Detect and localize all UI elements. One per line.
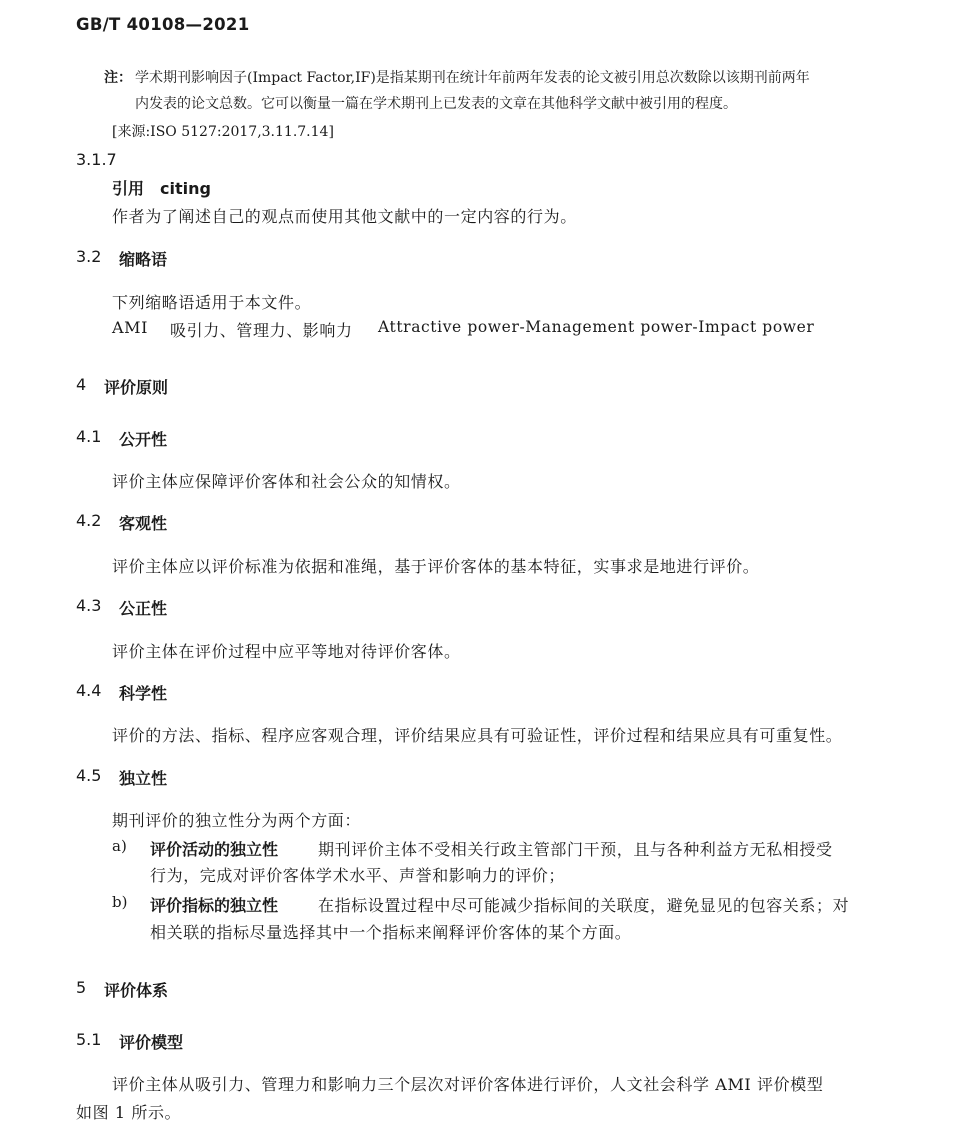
abbr-code: AMI [112, 318, 149, 337]
abbr-english: Attractive power-Management power-Impact power [378, 318, 815, 336]
clause-title-4-4: 科学性 [119, 684, 168, 703]
clause-text-4-4: 评价的方法、指标、程序应客观合理，评价结果应具有可验证性，评价过程和结果应具有可重复性。 [112, 726, 843, 745]
note-label: 注： [104, 70, 132, 86]
chapter-title-5: 评价体系 [104, 981, 169, 1000]
list-item-marker: b) [112, 893, 128, 911]
standard-code: GB/T 40108—2021 [76, 15, 250, 34]
list-item-text-cont: 行为，完成对评价客体学术水平、声誉和影响力的评价； [150, 866, 566, 885]
clause-text-4-2: 评价主体应以评价标准为依据和准绳，基于评价客体的基本特征，实事求是地进行评价。 [112, 557, 760, 576]
abbr-chinese: 吸引力、管理力、影响力 [170, 321, 353, 340]
clause-text-5-1-cont: 如图 1 所示。 [76, 1103, 182, 1122]
clause-number-5-1: 5.1 [76, 1030, 102, 1049]
chapter-title-4: 评价原则 [104, 378, 169, 397]
clause-number-4-4: 4.4 [76, 681, 102, 700]
list-item-marker: a) [112, 837, 127, 855]
clause-text-5-1: 评价主体从吸引力、管理力和影响力三个层次对评价客体进行评价，人文社会科学 AMI 评价模型 [112, 1075, 824, 1094]
note-source: [来源:ISO 5127:2017,3.11.7.14] [112, 124, 334, 140]
note-line-1: 学术期刊影响因子(Impact Factor,IF)是指某期刊在统计年前两年发表的论文被引用总次数除以该期刊前两年 [135, 70, 810, 86]
term-definition: 作者为了阐述自己的观点而使用其他文献中的一定内容的行为。 [112, 207, 577, 226]
clause-number-4-1: 4.1 [76, 427, 102, 446]
clause-number-4-3: 4.3 [76, 596, 102, 615]
clause-number-4-2: 4.2 [76, 511, 102, 530]
clause-title-4-2: 客观性 [119, 514, 168, 533]
clause-number-3-1-7: 3.1.7 [76, 150, 117, 169]
clause-title-4-1: 公开性 [119, 430, 168, 449]
chapter-number-5: 5 [76, 978, 87, 997]
note-line-2: 内发表的论文总数。它可以衡量一篇在学术期刊上已发表的文章在其他科学文献中被引用的程度。 [135, 96, 737, 112]
term-citing: 引用 citing [112, 179, 211, 198]
clause-text-4-3: 评价主体在评价过程中应平等地对待评价客体。 [112, 642, 461, 661]
clause-title-3-2: 缩略语 [119, 250, 168, 269]
clause-number-4-5: 4.5 [76, 766, 102, 785]
clause-number-3-2: 3.2 [76, 247, 102, 266]
clause-title-4-3: 公正性 [119, 599, 168, 618]
list-item-text: 在指标设置过程中尽可能减少指标间的关联度，避免显见的包容关系；对 [318, 896, 850, 915]
list-item-title: 评价活动的独立性 [150, 840, 279, 859]
clause-text-4-1: 评价主体应保障评价客体和社会公众的知情权。 [112, 472, 461, 491]
clause-title-4-5: 独立性 [119, 769, 168, 788]
list-item-text: 期刊评价主体不受相关行政主管部门干预，且与各种利益方无私相授受 [318, 840, 833, 859]
clause-intro-4-5: 期刊评价的独立性分为两个方面： [112, 811, 362, 830]
chapter-number-4: 4 [76, 375, 87, 394]
abbreviations-intro: 下列缩略语适用于本文件。 [112, 293, 312, 312]
clause-title-5-1: 评价模型 [119, 1033, 184, 1052]
list-item-title: 评价指标的独立性 [150, 896, 279, 915]
list-item-text-cont: 相关联的指标尽量选择其中一个指标来阐释评价客体的某个方面。 [150, 923, 632, 942]
